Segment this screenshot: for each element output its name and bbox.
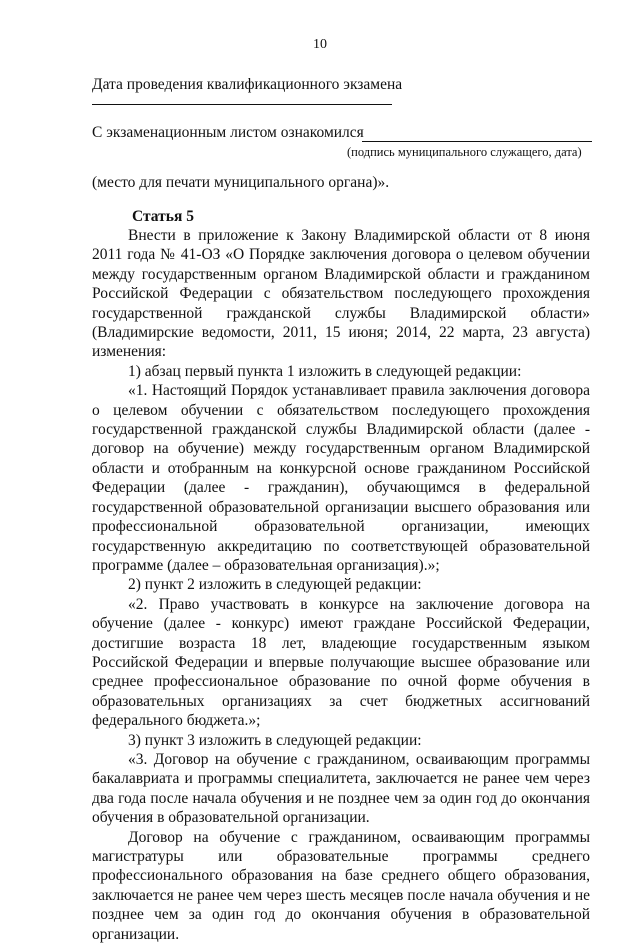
paragraph: «2. Право участвовать в конкурсе на заключение договора на обучение (далее - конкурс) имеют граждане Российской Федерации, достигшие возраста 18 лет, владеющие государственным языком Российской Федерации и впервые получающие высшее образование или среднее профессиональное образование по очной форме обучения в образовательных организациях за счет бюджетных ассигнований федерального бюджета.»;	[92, 595, 590, 730]
paragraph: 3) пункт 3 изложить в следующей редакции:	[128, 731, 422, 749]
article-body	[92, 226, 590, 944]
paragraph: 2) пункт 2 изложить в следующей редакции:	[128, 576, 422, 594]
acknowledged-label: С экзаменационным листом ознакомился	[92, 124, 364, 141]
paragraph: Внести в приложение к Закону Владимирской области от 8 июня 2011 года № 41-ОЗ «О Порядке заключения договора о целевом обучении между государственным органом Владимирской области и гражданином Российской Федерации с обязательством последующего прохождения государственной гражданской службы Владимирской области» (Владимирские ведомости, 2011, 15 июня; 2014, 22 марта, 23 августа) изменения:	[92, 227, 590, 361]
exam-date-blank-line	[92, 104, 392, 105]
paragraph: «1. Настоящий Порядок устанавливает правила заключения договора о целевом обучении с обязательством последующего прохождения государственной гражданской службы Владимирской области (далее - договор на обучение) между государственным органом Владимирской области и отобранным на конкурсной основе гражданином Российской Федерации (далее - гражданин), обучающимся в федеральной государственной образовательной организации высшего образования или профессиональной образовательной организации, имеющих государственную аккредитацию по соответствующей образовательной программе (далее – образовательная организация).»;	[92, 382, 590, 574]
page-number: 10	[313, 37, 327, 52]
exam-date-label: Дата проведения квалификационного экзамена	[92, 76, 403, 93]
article-title: Статья 5	[132, 208, 194, 225]
paragraph: Договор на обучение с гражданином, осваивающим программы магистратуры или образовательные программы среднего профессионального образования на базе среднего общего образования, заключается не ранее чем через шесть месяцев после начала обучения и не позднее чем за один год до окончания обучения в образовательной организации.	[92, 828, 590, 943]
seal-place-text: (место для печати муниципального органа)».	[92, 174, 390, 191]
acknowledgement-row	[92, 124, 592, 142]
signature-caption: (подпись муниципального служащего, дата)	[347, 145, 582, 159]
paragraph: «3. Договор на обучение с гражданином, осваивающим программы бакалавриата и программы специалитета, заключается не ранее чем через два года после начала обучения и не позднее чем за один год до окончания обучения в образовательной организации.	[92, 750, 590, 827]
signature-blank-line	[362, 141, 592, 142]
paragraph: 1) абзац первый пункта 1 изложить в следующей редакции:	[128, 362, 522, 380]
